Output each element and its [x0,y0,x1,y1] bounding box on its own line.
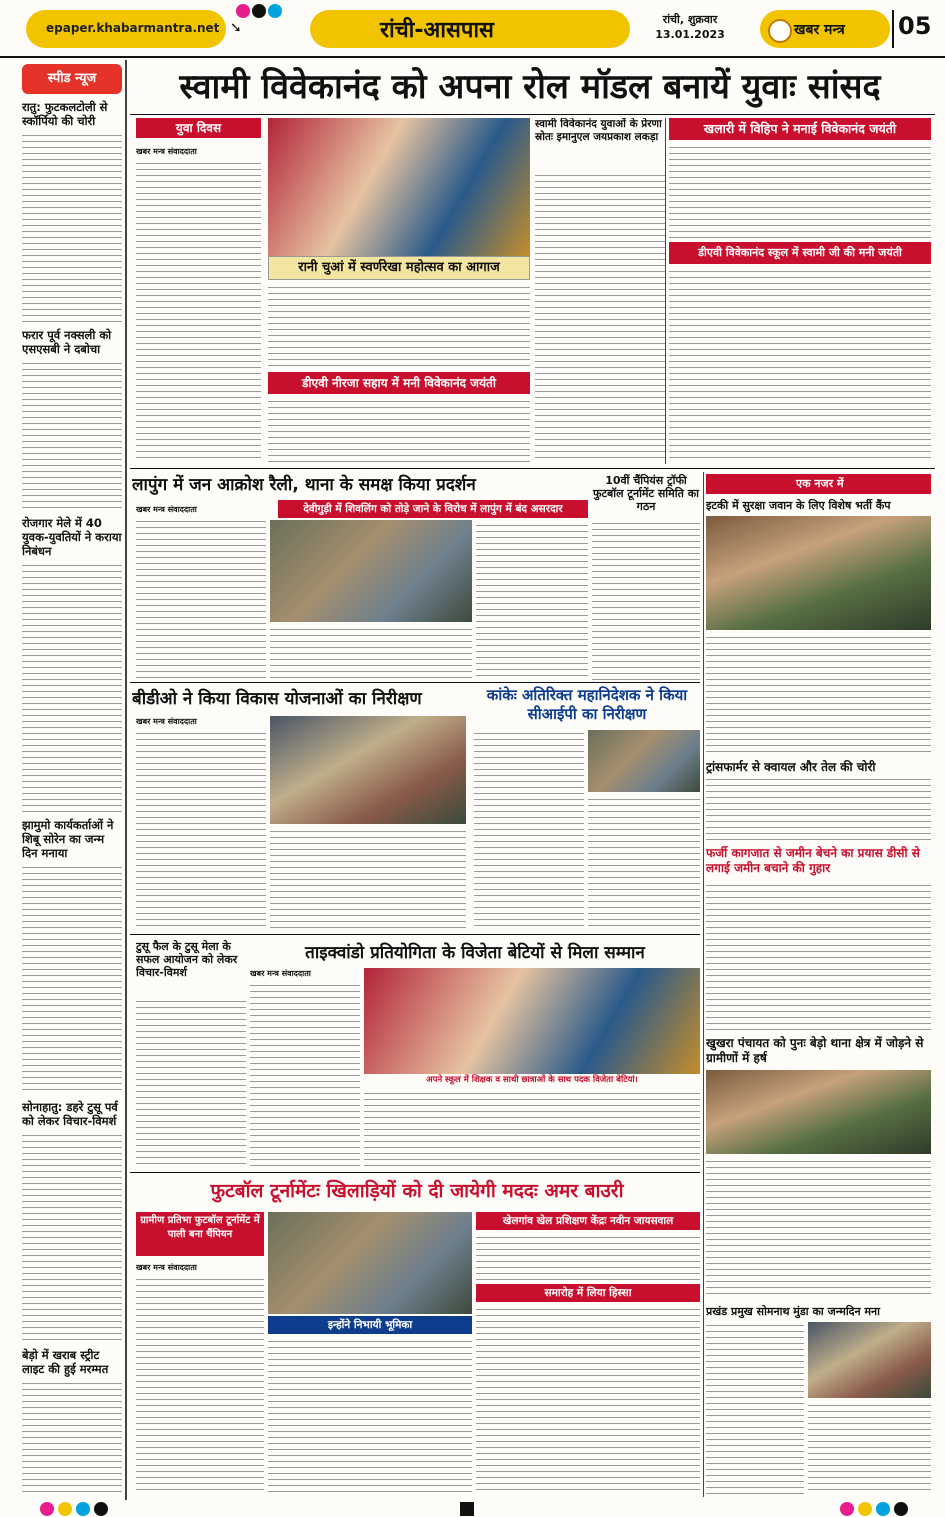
story-text [706,1158,931,1298]
speed-item-title: फरार पूर्व नक्सली को एसएसबी ने दबोचा [22,328,112,356]
story-text [136,730,266,930]
gramin-box: ग्रामीण प्रतिभा फुटबॉल टूर्नामेंट में पाली बना चैंपियन [136,1212,264,1256]
samaroh-headline: समारोह में लिया हिस्सा [476,1284,700,1302]
swami-column-headline: स्वामी विवेकानंद युवाओं के प्रेरणा स्रोतः इमानुएल जयप्रकाश लकड़ा [535,118,662,143]
news-photo [270,716,466,824]
speed-item-text [22,1380,122,1495]
byline: खबर मन्त्र संवाददाता [136,147,197,156]
story-text [136,1276,264,1494]
pramukh-headline: प्रखंड प्रमुख सोमनाथ मुंडा का जन्मदिन मना [706,1305,880,1318]
story-text [474,730,584,930]
registration-mark [252,4,266,18]
story-text [592,520,700,680]
divider [130,468,935,469]
lapung-headline: लापुंग में जन आक्रोश रैली, थाना के समक्ष किया प्रदर्शन [132,475,476,495]
story-text [808,1402,931,1494]
issue-date: 13.01.2023 [655,28,725,41]
cursor-icon: ➘ [230,20,242,36]
byline: खबर मन्त्र संवाददाता [136,1263,197,1272]
inhone-headline: इन्होंने निभायी भूमिका [268,1316,472,1334]
speed-item-text [22,864,122,1094]
khalari-headline: खलारी में विहिप ने मनाई विवेकानंद जयंती [669,118,931,140]
photo-caption: अपने स्कूल में शिक्षक व साथी छात्राओं के साथ पदक विजेता बेटियां। [426,1075,638,1085]
news-photo [706,1070,931,1154]
dateline [635,12,745,50]
speed-item-text [22,132,122,322]
divider [130,934,700,935]
speed-news-label: स्पीड न्यूज [22,64,122,94]
story-text [706,1322,804,1494]
story-text [136,518,266,678]
brand-name: खबर मन्त्र [794,22,845,38]
story-text [476,522,588,678]
bdo-headline: बीडीओ ने किया विकास योजनाओं का निरीक्षण [132,689,422,709]
story-text [136,160,261,460]
speed-item-title: सोनाहातु: डहरे टुसू पर्व को लेकर विचार-विमर्श [22,1100,118,1128]
byline: खबर मन्त्र संवाददाता [136,717,197,726]
kanke-headline: कांकेः अतिरिक्त महानिदेशक ने किया सीआईपी का निरीक्षण [486,686,688,723]
farji-headline: फर्जी कागजात से जमीन बेचने का प्रयास डीसी से लगाई जमीन बचाने की गुहार [706,846,920,875]
tusu-headline: टुसू फैल के टुसू मेला के सफल आयोजन को लेकर विचार-विमर्श [136,940,238,979]
registration-mark [268,4,282,18]
speed-item-text [22,360,122,510]
divider [130,682,700,683]
news-photo [706,516,931,630]
news-photo [808,1322,931,1398]
rani-chuan-headline: रानी चुआं में स्वर्णरेखा महोत्सव का आगाज [268,256,530,280]
story-text [364,1090,700,1168]
football-committee-headline: 10वीं चैंपियंस ट्रॉफी फुटबॉल टूर्नामेंट समिति का गठन [592,474,699,513]
dav-school-headline: डीएवी विवेकानंद स्कूल में स्वामी जी की मनी जयंती [669,242,931,264]
itki-headline: इटकी में सुरक्षा जवान के लिए विशेष भर्ती कैंप [706,499,891,512]
brand-logo-icon [768,19,792,43]
news-photo [270,520,472,622]
speed-item-title: रातु: फुटकलटोली से स्कॉर्पियो की चोरी [22,100,108,128]
story-text [270,626,472,678]
byline: खबर मन्त्र संवाददाता [250,969,311,978]
epaper-url[interactable]: epaper.khabarmantra.net [46,21,220,35]
story-text [270,828,466,930]
byline: खबर मन्त्र संवाददाता [136,505,197,514]
story-text [268,398,530,462]
speed-item-text [22,1132,122,1342]
story-text [268,1338,472,1494]
yuva-divas-label: युवा दिवस [136,118,261,138]
column-rule [665,118,666,464]
story-text [535,172,665,462]
speed-item-title: बेड़ो में खराब स्ट्रीट लाइट की हुई मरम्मत [22,1348,109,1376]
city-day: रांची, शुक्रवार [662,13,718,26]
devigudi-subhead: देवीगुड़ी में शिवलिंग को तोड़े जाने के विरोध में लापुंग में बंद असरदार [278,500,588,518]
story-text [476,1306,700,1494]
section-pill [310,10,630,48]
column-rule [125,60,127,1500]
football-headline: फुटबॉल टूर्नामेंटः खिलाड़ियों को दी जायेगी मददः अमर बाउरी [210,1180,624,1202]
story-text [268,284,530,370]
story-text [706,634,931,754]
masthead [0,0,945,58]
speed-item-title: झामुमो कार्यकर्ताओं ने शिबू सोरेन का जन्म दिन मनाया [22,818,114,860]
news-photo [364,968,700,1074]
divider [130,114,935,115]
khelgaon-headline: खेलगांव खेल प्रशिक्षण केंद्रः नवीन जायसवाल [476,1212,700,1230]
story-text [588,796,700,930]
divider [892,10,894,48]
speed-item-title: रोजगार मेले में 40 युवक-युवतियों ने कराया निबंधन [22,516,122,558]
story-text [250,982,360,1168]
story-text [669,144,931,240]
transformer-headline: ट्रांसफार्मर से क्वायल और तेल की चोरी [706,760,876,774]
url-pill [26,10,226,48]
dav-neerja-headline: डीएवी नीरजा सहाय में मनी विवेकानंद जयंती [268,372,530,394]
brand-pill [760,10,890,48]
footer-marks [0,1500,945,1517]
column-rule [703,472,704,1497]
ek-najar-label: एक नजर में [706,474,931,494]
speed-news-column [22,100,122,1495]
news-photo [588,730,700,792]
news-photo [268,1212,472,1314]
story-text [706,882,931,1032]
main-headline: स्वामी विवेकानंद को अपना रोल मॉडल बनायें युवाः सांसद [179,67,881,107]
section-title: रांची-आसपास [380,18,494,43]
story-text [706,776,931,844]
divider [130,1172,700,1173]
story-text [669,268,931,462]
page-number: 05 [898,12,932,40]
taekwondo-headline: ताइक्वांडो प्रतियोगिता के विजेता बेटियों से मिला सम्मान [305,943,645,963]
news-photo [268,118,530,256]
story-text [136,998,246,1168]
khukhra-headline: खुखरा पंचायत को पुनः बेड़ो थाना क्षेत्र में जोड़ने से ग्रामीणों में हर्ष [706,1036,924,1065]
story-text [476,1234,700,1280]
speed-item-text [22,562,122,812]
